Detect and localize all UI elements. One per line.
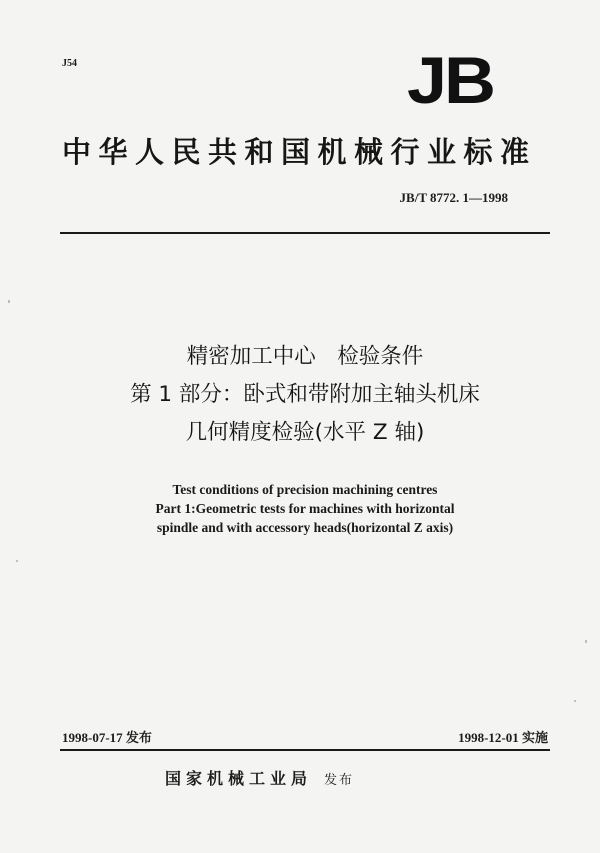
- english-title-line-3: spindle and with accessory heads(horizontal Z axis): [156, 520, 454, 535]
- chinese-title: [60, 338, 550, 452]
- jb-logo: JB: [407, 44, 494, 118]
- footer-divider: [60, 749, 550, 751]
- standard-number: JB/T 8772. 1—1998: [399, 190, 508, 205]
- header-divider: [60, 232, 550, 234]
- chinese-title-line-3: 几何精度检验(水平 Z 轴): [185, 420, 425, 445]
- scan-speck: [8, 300, 10, 303]
- scan-speck: [16, 560, 18, 562]
- english-title: [60, 480, 550, 537]
- publish-label: 发布: [324, 773, 355, 788]
- scan-speck: [574, 700, 576, 702]
- issuer-line: [165, 766, 354, 789]
- classification-code: J54: [62, 58, 77, 69]
- scan-speck: [585, 640, 587, 643]
- implementation-date: 1998-12-01 实施: [458, 730, 548, 745]
- chinese-title-line-2: 第 1 部分：卧式和带附加主轴头机床: [130, 382, 480, 407]
- chinese-title-line-1: 精密加工中心 检验条件: [186, 344, 424, 369]
- issuer-name: 国家机械工业局: [165, 769, 313, 788]
- english-title-line-1: Test conditions of precision machining centres: [172, 482, 438, 497]
- standard-title: 中华人民共和国机械行业标准: [62, 135, 537, 169]
- english-title-line-2: Part 1:Geometric tests for machines with horizontal: [155, 501, 455, 516]
- issue-date: 1998-07-17 发布: [62, 730, 152, 745]
